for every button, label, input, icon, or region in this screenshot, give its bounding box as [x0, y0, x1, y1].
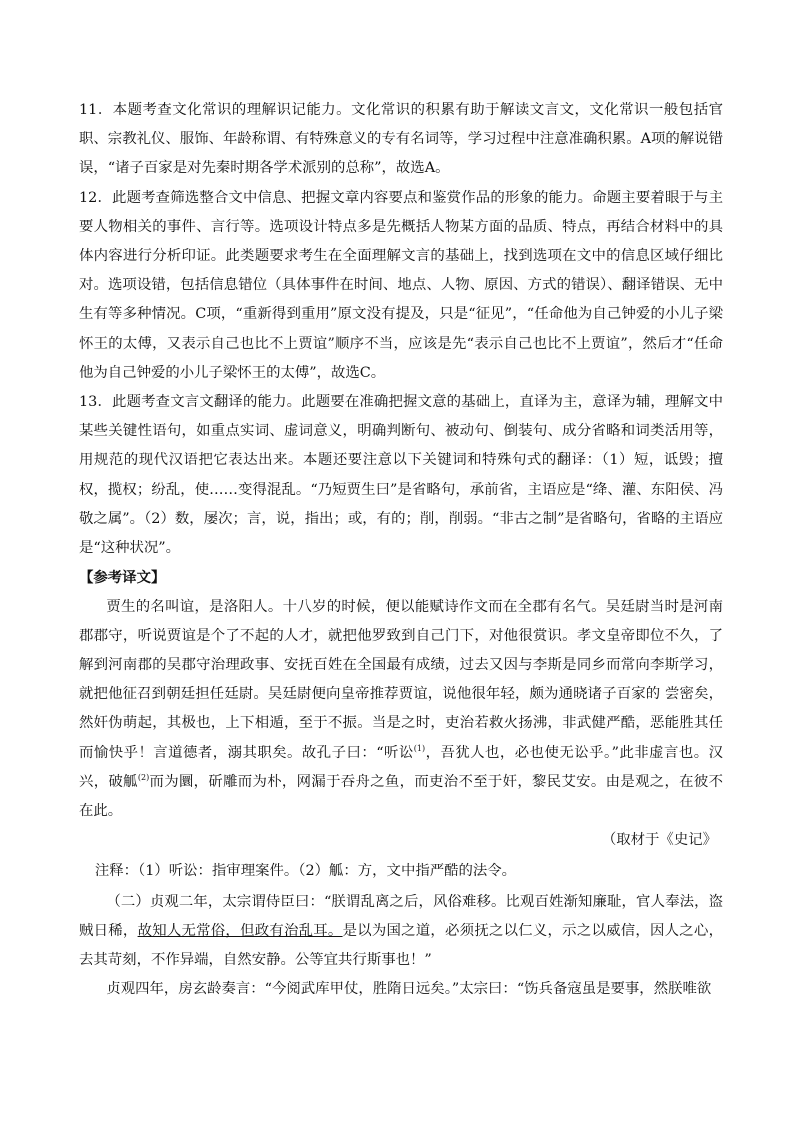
- passage-2-paragraph-2: 贞观四年，房玄龄奏言：“今阅武库甲仗，胜隋日远矣。”太宗曰：“饬兵备寇虽是要事，然朕唯欲: [106, 981, 712, 998]
- translation-text-part-1: 贾生的名叫谊，是洛阳人。十八岁的时候，便以能赋诗作文而在全郡有名气。吴廷尉当时是河南郡郡守，听说贾谊是个了不起的人才，就把他罗致到自己门下，对他很赏识。孝文皇帝即位不久，了解到河南郡的吴郡守治理政事、安抚百姓在全国最有成绩，过去又因与李斯是同乡而常向李斯学习，就把他征召到朝廷担任廷尉。吴廷尉便向皇帝推荐贾谊，说他很年轻，颇为通晓诸子百家的 尝密矣，然奸伪萌起，其极也，上下相遁，至于不振。当是之时，吏治若救火扬沸，非武健严酷，恶能胜其任而愉快乎！言道德者，溺其职矣。故孔子曰：“听讼: [79, 598, 723, 761]
- translation-text-part-3: 而为圜，斫雕而为朴，网漏于吞舟之鱼，而吏治不至于奸，黎民艾安。由是观之，在彼不在此。: [79, 773, 723, 820]
- passage-2-text-start: （二）贞观二年，太宗谓侍臣曰：“朕谓乱离之后，风俗难移。比观百姓渐知廉耻，官人奉法，盗贼日稀，: [79, 893, 723, 939]
- footnote-marker-1: (1): [413, 743, 426, 753]
- passage-2-text-end: 是以为国之道，必须抚之以仁义，示之以威信，因人之心，去其苛刻，不作异端，自然安静。公等宜共行斯事也！”: [79, 922, 723, 969]
- answer-13: 13．此题考查文言文翻译的能力。此题要在准确把握文意的基础上，直译为主，意译为辅，理解文中某些关键性语句，如重点实词、虚词意义，明确判断句、被动句、倒装句、成分省略和词类活用等，用规范的现代汉语把它表达出来。本题还要注意以下关键词和特殊句式的翻译：（1）短，诋毁；擅权，揽权；纷乱，使……变得混乱。“乃短贾生曰”是省略句，承前省，主语应是“绛、灌、东阳侯、冯敬之属”。（2）数，屡次；言，说，指出；或，有的；削，削弱。“非古之制”是省略句，省略的主语应是“这种状况”。: [79, 394, 723, 557]
- answer-11: 11．本题考查文化常识的理解识记能力。文化常识的积累有助于解读文言文，文化常识一般包括官职、宗教礼仪、服饰、年龄称谓、有特殊意义的专有名词等，学习过程中注意准确积累。A项的解说错误，“诸子百家是对先秦时期各学术派别的总称”，故选A。: [79, 102, 723, 177]
- translation-body: [79, 593, 723, 827]
- translation-heading: 【参考译文】: [79, 569, 166, 587]
- footnote-marker-2: (2): [137, 773, 150, 783]
- translation-text-part-2: ，吾犹人也，必也使无讼乎。”此非虚言也。汉兴，破觚: [79, 744, 724, 790]
- passage-2-paragraph-1: [79, 888, 723, 976]
- document-content: [79, 96, 723, 1005]
- annotation-note: 注释：（1）听讼：指审理案件。（2）觚：方，文中指严酷的法令。: [94, 862, 517, 879]
- answer-12: 12．此题考查筛选整合文中信息、把握文章内容要点和鉴赏作品的形象的能力。命题主要着眼于与主要人物相关的事件、言行等。选项设计特点多是先概括人物某方面的品质、特点，再结合材料中的具体内容进行分析印证。此类题要求考生在全面理解文言的基础上，找到选项在文中的信息区域仔细比对。选项设错，包括信息错位（具体事件在时间、地点、人物、原因、方式的错误）、翻译错误、无中生有等多种情况。C项，“重新得到重用”原文没有提及，只是“征见”，“任命他为自己钟爱的小儿子梁怀王的太傅，又表示自己也比不上贾谊”顺序不当，应该是先“表示自己也比不上贾谊”，然后才“任命他为自己钟爱的小儿子梁怀王的太傅”，故选C。: [79, 189, 723, 381]
- source-citation: （取材于《史记》: [601, 832, 717, 849]
- passage-2-underlined-sentence: 故知人无常俗，但政有治乱耳。: [137, 922, 343, 939]
